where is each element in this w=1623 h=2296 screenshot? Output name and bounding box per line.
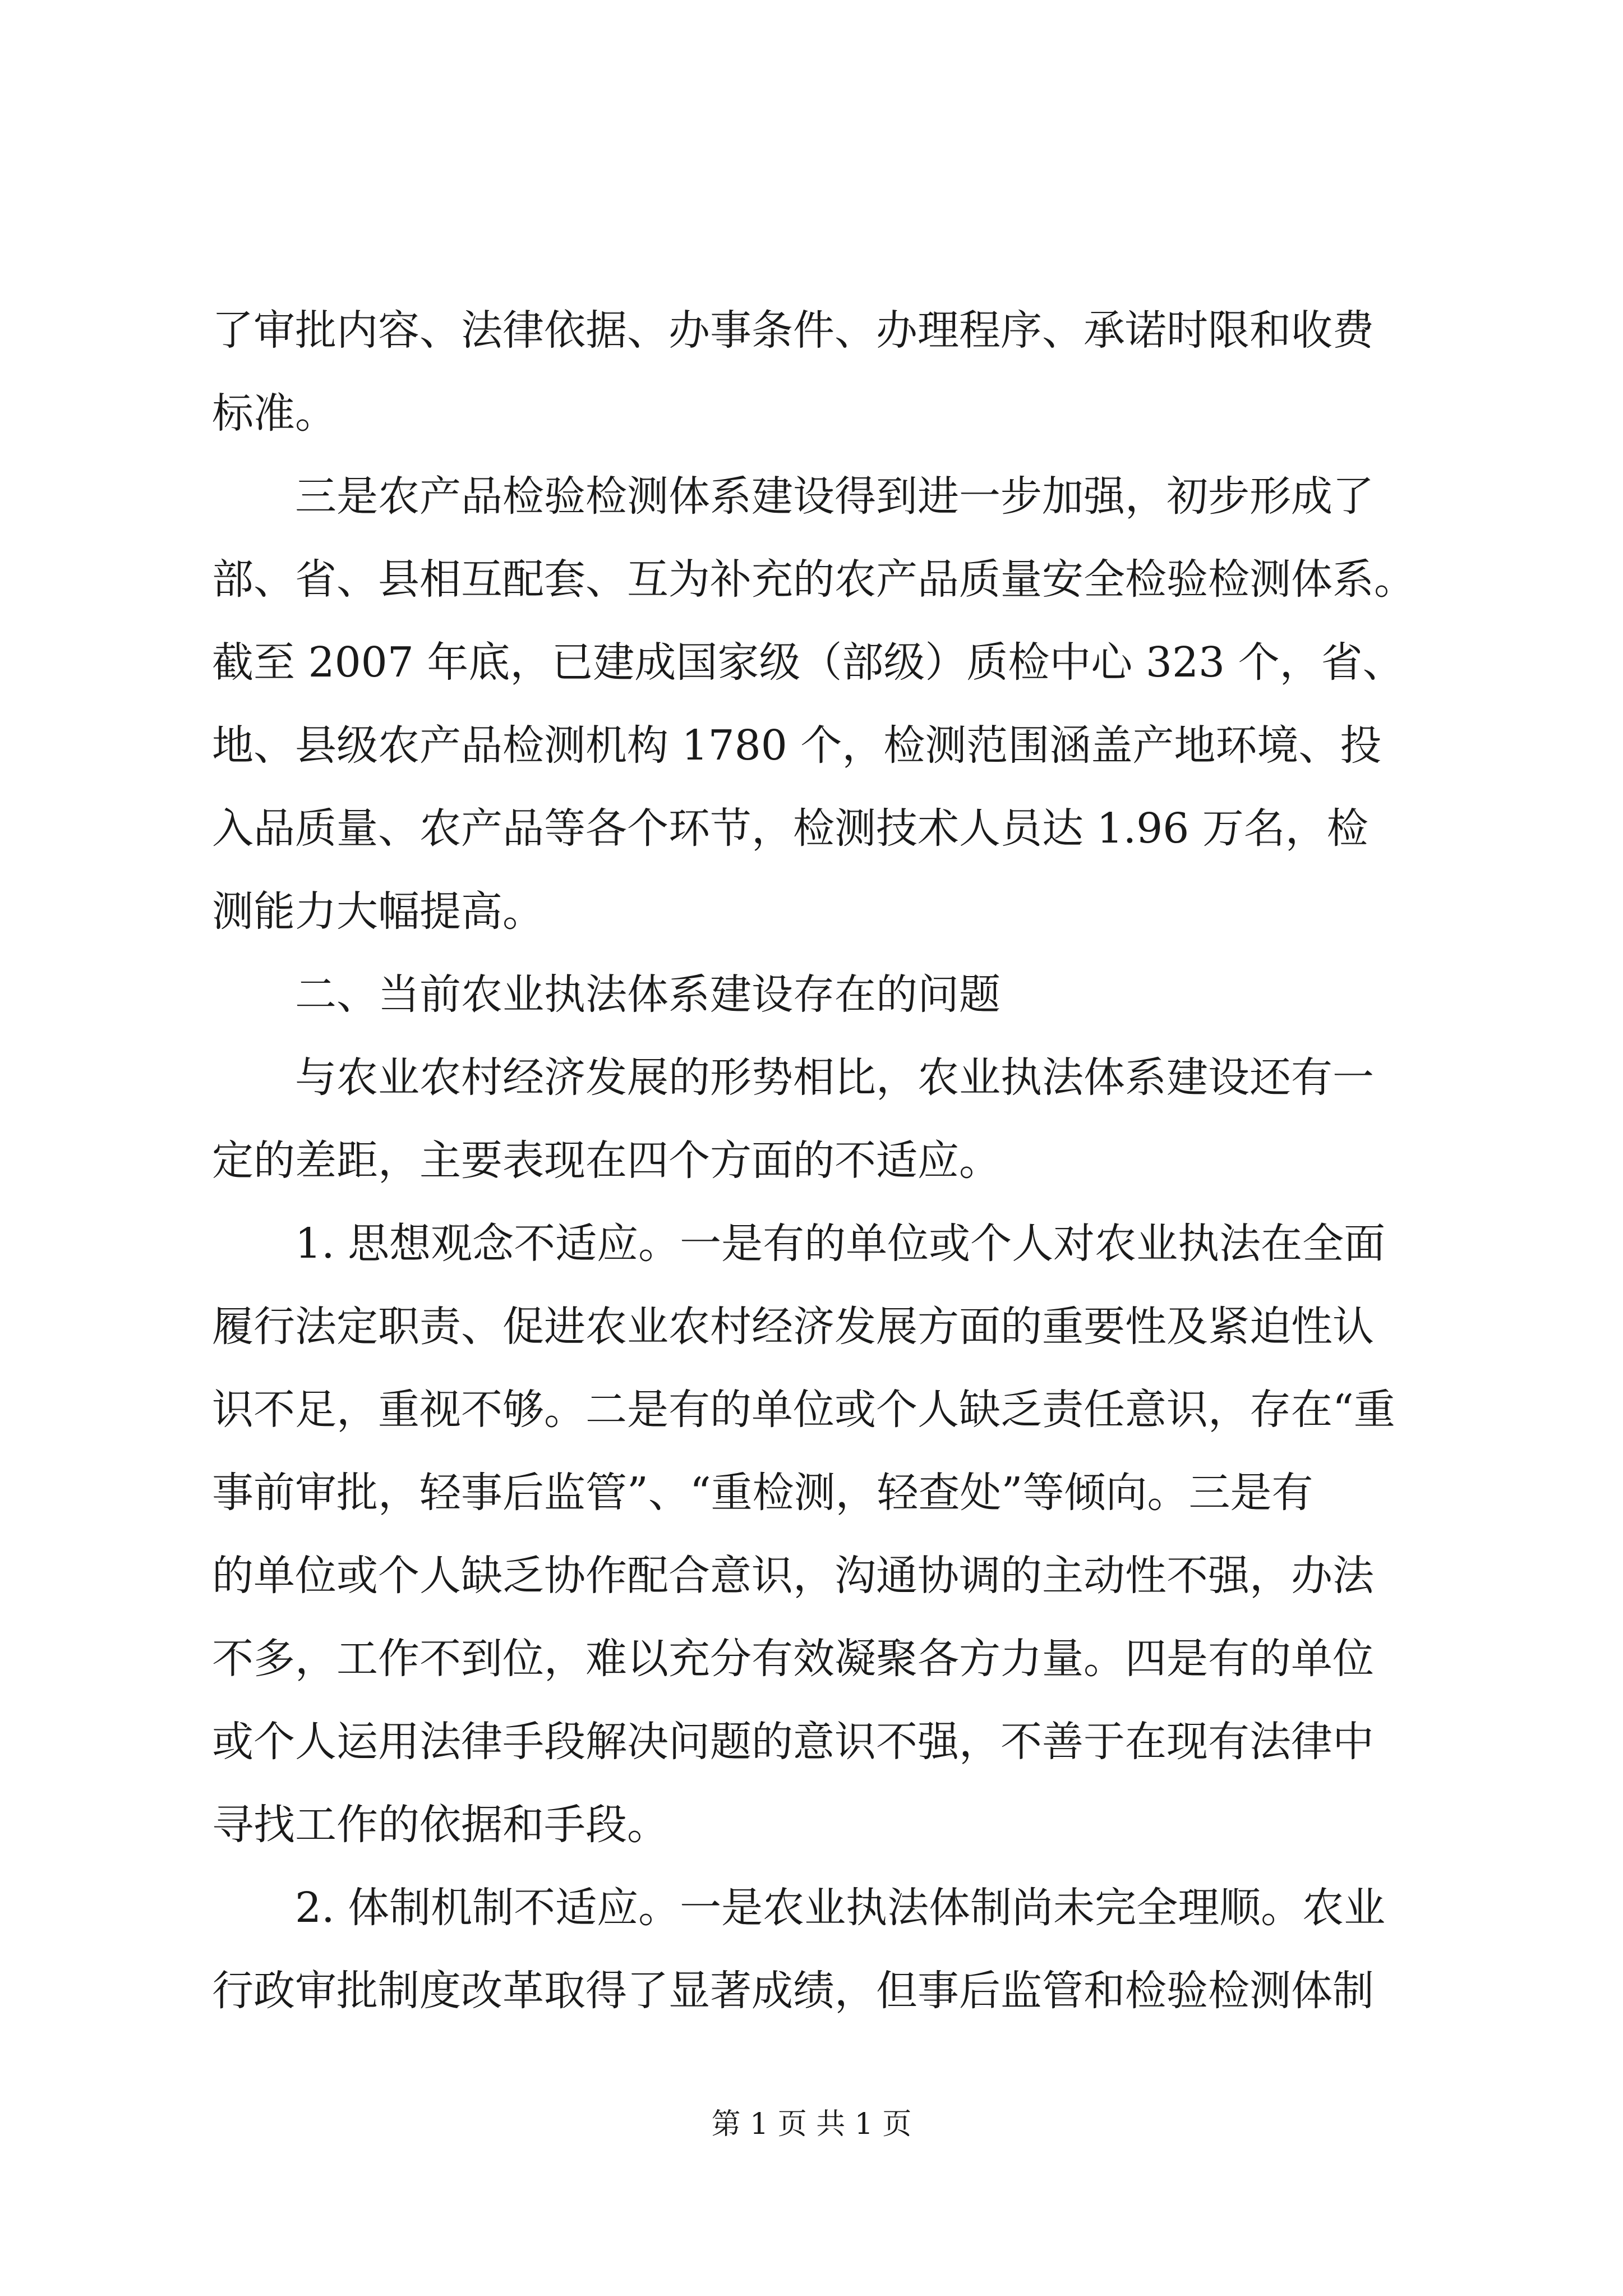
text-line: 三是农产品检验检测体系建设得到进一步加强，初步形成了: [295, 472, 1374, 521]
text-line: 寻找工作的依据和手段。: [212, 1801, 668, 1849]
text-line: 事前审批，轻事后监管”、“重检测，轻查处”等倾向。三是有: [212, 1469, 1313, 1517]
text-line: 1. 思想观念不适应。一是有的单位或个人对农业执法在全面: [295, 1220, 1386, 1268]
text-line: 的单位或个人缺乏协作配合意识，沟通协调的主动性不强，办法: [212, 1552, 1374, 1600]
text-line: 与农业农村经济发展的形势相比，农业执法体系建设还有一: [295, 1053, 1374, 1102]
text-line: 标准。: [212, 389, 336, 438]
text-line: 履行法定职责、促进农业农村经济发展方面的重要性及紧迫性认: [212, 1303, 1374, 1351]
text-line: 不多，工作不到位，难以充分有效凝聚各方力量。四是有的单位: [212, 1635, 1374, 1683]
text-line: 或个人运用法律手段解决问题的意识不强，不善于在现有法律中: [212, 1718, 1374, 1766]
text-line: 截至 2007 年底，已建成国家级（部级）质检中心 323 个，省、: [212, 638, 1404, 687]
text-line: 了审批内容、法律依据、办事条件、办理程序、承诺时限和收费: [212, 306, 1374, 355]
text-line: 测能力大幅提高。: [212, 887, 544, 936]
text-line: 定的差距，主要表现在四个方面的不适应。: [212, 1137, 1000, 1185]
text-line: 部、省、县相互配套、互为补充的农产品质量安全检验检测体系。: [212, 555, 1415, 604]
text-line: 2. 体制机制不适应。一是农业执法体制尚未完全理顺。农业: [295, 1884, 1386, 1932]
text-line: 二、当前农业执法体系建设存在的问题: [295, 970, 1000, 1019]
text-line: 入品质量、农产品等各个环节，检测技术人员达 1.96 万名，检: [212, 804, 1368, 853]
text-line: 地、县级农产品检测机构 1780 个，检测范围涵盖产地环境、投: [212, 721, 1382, 770]
text-line: 行政审批制度改革取得了显著成绩，但事后监管和检验检测体制: [212, 1967, 1374, 2015]
page-footer: 第 1 页 共 1 页: [711, 2108, 912, 2141]
body-text: [212, 289, 1418, 2032]
text-line: 识不足，重视不够。二是有的单位或个人缺乏责任意识，存在“重: [212, 1386, 1395, 1434]
